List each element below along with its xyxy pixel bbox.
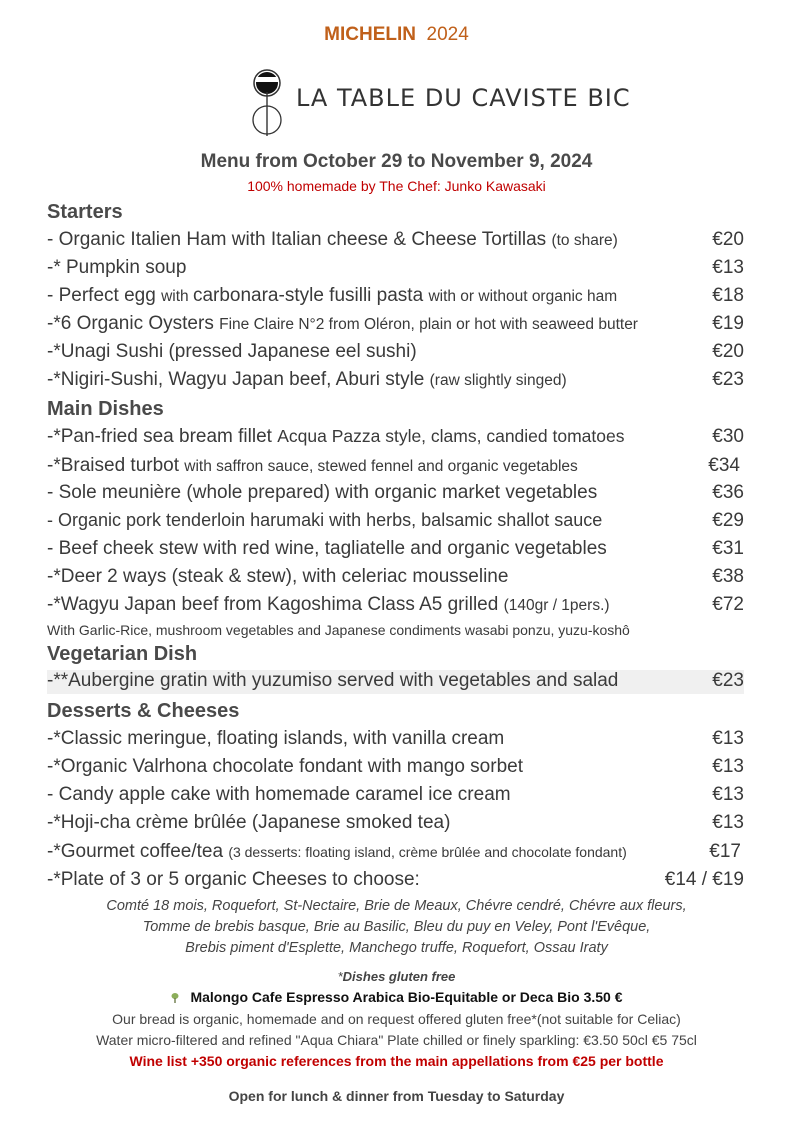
cheese-list: Comté 18 mois, Roquefort, St-Nectaire, Brie de Meaux, Chévre cendré, Chévre aux fleurs, Tomme de brebis basque, Brie au Basilic, Bleu du puy en Veley, Pont l'Evêque, Brebis piment d'Esplette, Manchego truffe, Roquefort, Ossau Iraty (106, 898, 687, 956)
item-price: €30 (712, 426, 744, 447)
michelin-heading (0, 24, 793, 46)
menu-item: -*Organic Valrhona chocolate fondant with mango sorbet €13 (47, 756, 744, 777)
item-price: €17 (709, 841, 741, 862)
michelin-year: 2024 (426, 24, 469, 45)
item-price: €18 (712, 285, 744, 306)
opening-hours: Open for lunch & dinner from Tuesday to Saturday (228, 1088, 565, 1104)
item-price: €14 / €19 (664, 869, 744, 890)
bread-note: Our bread is organic, homemade and on request offered gluten free*(not suitable for Celiac) (112, 1011, 681, 1027)
leaf-icon (170, 992, 180, 1003)
menu-item: -*Deer 2 ways (steak & stew), with celeriac mousseline €38 (47, 566, 744, 587)
menu-subtitle: 100% homemade by The Chef: Junko Kawasaki (247, 178, 546, 194)
menu-title: Menu from October 29 to November 9, 2024 (200, 151, 593, 172)
menu-item: - Sole meunière (whole prepared) with organic market vegetables €36 (47, 482, 744, 503)
menu-item: -**Aubergine gratin with yuzumiso served with vegetables and salad €23 (47, 670, 744, 694)
menu-item: -* Pumpkin soup €13 (47, 257, 744, 278)
menu-item: - Beef cheek stew with red wine, tagliatelle and organic vegetables €31 (47, 538, 744, 559)
item-price: €13 (712, 257, 744, 278)
item-price: €23 (712, 670, 744, 691)
item-price: €20 (712, 341, 744, 362)
item-price: €20 (712, 229, 744, 250)
menu-item: -*Gourmet coffee/tea (3 desserts: floating island, crème brûlée and chocolate fondant) €17 (47, 841, 741, 862)
menu-item: -*6 Organic Oysters Fine Claire N°2 from Oléron, plain or hot with seaweed butter €19 (47, 313, 744, 334)
menu-item: -*Wagyu Japan beef from Kagoshima Class A5 grilled (140gr / 1pers.) €72 (47, 594, 744, 615)
item-price: €13 (712, 784, 744, 805)
menu-item: -*Classic meringue, floating islands, with vanilla cream €13 (47, 728, 744, 749)
menu-item: -*Plate of 3 or 5 organic Cheeses to choose: €14 / €19 (47, 869, 744, 890)
item-price: €13 (712, 812, 744, 833)
menu-item: -*Unagi Sushi (pressed Japanese eel sushi) €20 (47, 341, 744, 362)
item-price: €13 (712, 756, 744, 777)
item-price: €36 (712, 482, 744, 503)
item-price: €23 (712, 369, 744, 390)
wine-note: Wine list +350 organic references from the main appellations from €25 per bottle (129, 1053, 664, 1069)
menu-item: -*Hoji-cha crème brûlée (Japanese smoked tea) €13 (47, 812, 744, 833)
menu-item: - Organic Italien Ham with Italian cheese & Cheese Tortillas (to share) €20 (47, 229, 744, 250)
section-vegetarian: Vegetarian Dish (47, 643, 198, 665)
item-price: €72 (712, 594, 744, 615)
menu-item: - Candy apple cake with homemade caramel ice cream €13 (47, 784, 744, 805)
section-desserts: Desserts & Cheeses (47, 700, 240, 722)
michelin-label: MICHELIN (324, 24, 416, 45)
section-starters: Starters (47, 201, 123, 223)
item-price: €34 (708, 455, 740, 476)
restaurant-name: LA TABLE DU CAVISTE BIC (296, 84, 631, 112)
menu-item: - Perfect egg with carbonara-style fusilli pasta with or without organic ham €18 (47, 285, 744, 306)
item-price: €13 (712, 728, 744, 749)
item-price: €19 (712, 313, 744, 334)
item-price: €38 (712, 566, 744, 587)
coffee-line: Malongo Cafe Espresso Arabica Bio-Equitable or Deca Bio 3.50 € (0, 989, 793, 1005)
menu-item: -*Nigiri-Sushi, Wagyu Japan beef, Aburi style (raw slightly singed) €23 (47, 369, 744, 390)
section-main-dishes: Main Dishes (47, 398, 164, 420)
menu-item: -*Pan-fried sea bream fillet Acqua Pazza style, clams, candied tomatoes €30 (47, 426, 744, 447)
item-price: €31 (712, 538, 744, 559)
water-note: Water micro-filtered and refined "Aqua Chiara" Plate chilled or finely sparkling: €3.50 50cl €5 75cl (96, 1032, 697, 1048)
menu-item: -*Braised turbot with saffron sauce, stewed fennel and organic vegetables €34 (47, 455, 740, 476)
gluten-free-note: *Dishes gluten free (337, 969, 456, 984)
menu-item: - Organic pork tenderloin harumaki with herbs, balsamic shallot sauce €29 (47, 510, 744, 531)
wagyu-note: With Garlic-Rice, mushroom vegetables and Japanese condiments wasabi ponzu, yuzu-koshô (47, 622, 630, 638)
item-price: €29 (712, 510, 744, 531)
